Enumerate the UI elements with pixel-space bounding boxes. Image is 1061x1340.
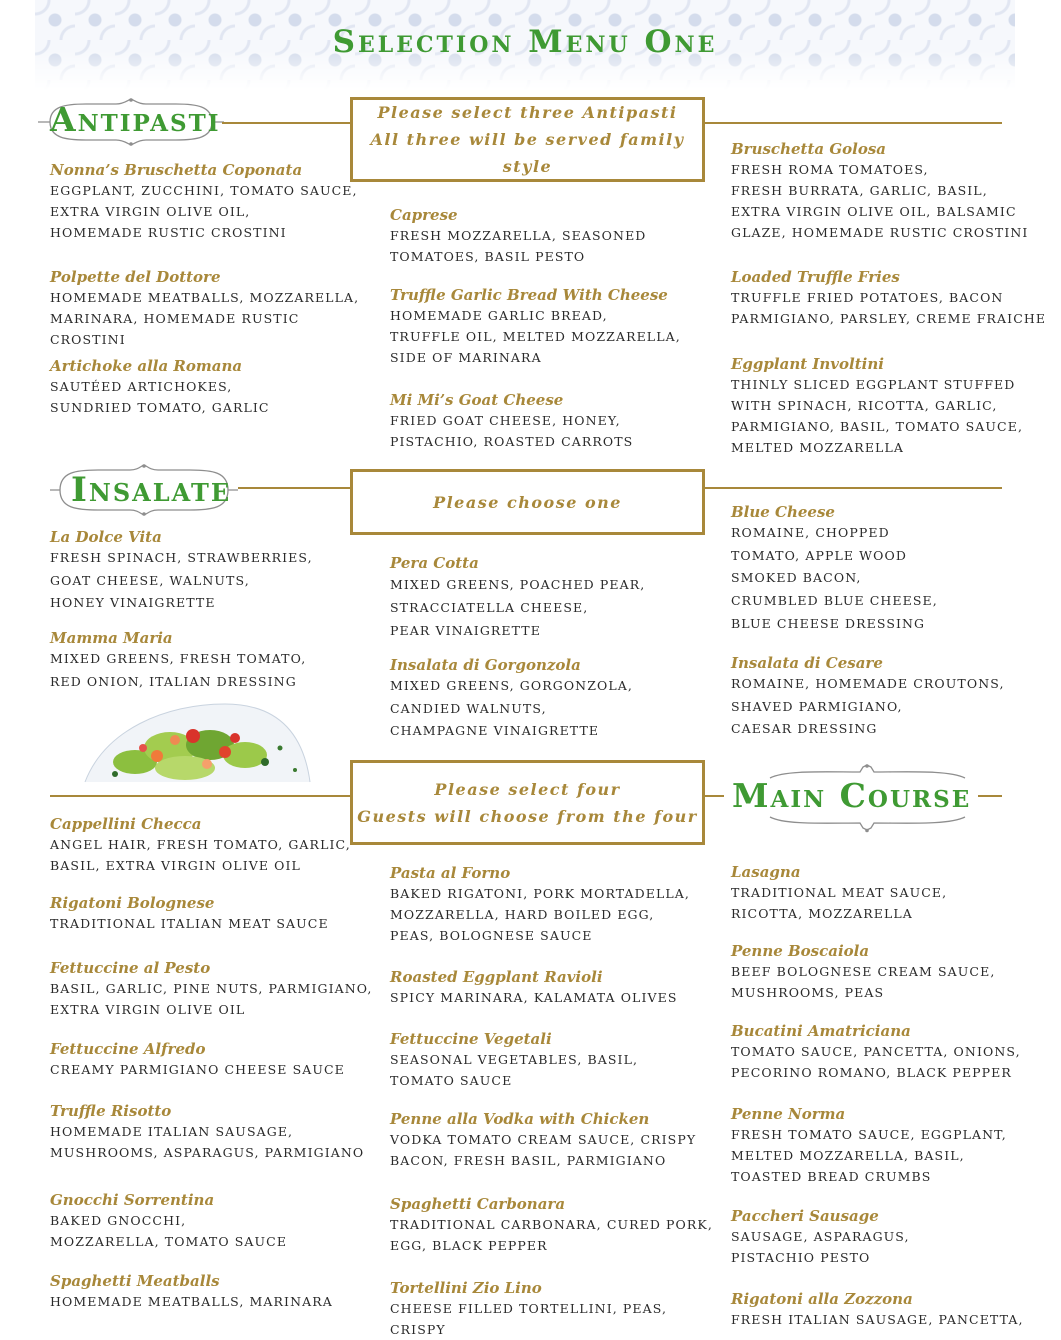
menu-item [390,1194,720,1256]
item-description: MIXED GREENS, POACHED PEAR, STRACCIATELLA CHEESE, PEAR VINAIGRETTE [390,577,646,638]
antipasti-notice-box [350,97,705,182]
item-name: Spaghetti Carbonara [390,1195,566,1213]
menu-item [731,139,1061,243]
menu-item [731,941,1061,1003]
item-description: ROMAINE, HOMEMADE CROUTONS, SHAVED PARMIGIANO, CAESAR DRESSING [731,676,1005,736]
menu-item [731,1289,1061,1330]
menu-item [50,958,380,1020]
item-description: SAUSAGE, ASPARAGUS, PISTACHIO PESTO [731,1229,910,1265]
item-description: HOMEMADE ITALIAN SAUSAGE, MUSHROOMS, ASPARAGUS, PARMIGIANO [50,1124,365,1160]
menu-item [731,1021,1061,1083]
item-description: BASIL, GARLIC, PINE NUTS, PARMIGIANO, EXTRA VIRGIN OLIVE OIL [50,981,373,1017]
antipasti-notice-line-1: Please select three Antipasti [377,103,678,122]
item-name: Mamma Maria [50,629,173,647]
insalate-rule-left [238,487,352,489]
menu-item [390,863,720,946]
item-description: ANGEL HAIR, FRESH TOMATO, GARLIC, BASIL, EXTRA VIRGIN OLIVE OIL [50,837,351,873]
item-description: TRADITIONAL MEAT SAUCE, RICOTTA, MOZZARELLA [731,885,948,921]
item-description: SEASONAL VEGETABLES, BASIL, TOMATO SAUCE [390,1052,639,1088]
item-name: Rigatoni Bolognese [50,894,215,912]
menu-item [731,502,1061,636]
section-title-insalate: Insalate [71,470,232,510]
item-description: HOMEMADE GARLIC BREAD, TRUFFLE OIL, MELTED MOZZARELLA, SIDE OF MARINARA [390,308,681,365]
item-name: Polpette del Dottore [50,268,221,286]
menu-item [50,814,380,876]
item-description: MIXED GREENS, FRESH TOMATO, RED ONION, ITALIAN DRESSING [50,651,307,689]
menu-item [390,1029,720,1091]
item-name: Paccheri Sausage [731,1207,879,1225]
menu-item [50,1039,380,1080]
item-name: Loaded Truffle Fries [731,268,900,286]
item-name: Penne Boscaiola [731,942,870,960]
section-title-main-course: Main Course [732,776,972,815]
item-name: Nonna’s Bruschetta Coponata [50,161,303,179]
item-name: Rigatoni alla Zozzona [731,1290,913,1308]
menu-item [50,160,380,243]
main-rule-right-b [978,795,1002,797]
menu-item [50,1271,380,1312]
menu-item [390,285,720,368]
item-description: FRESH ROMA TOMATOES, FRESH BURRATA, GARLIC, BASIL, EXTRA VIRGIN OLIVE OIL, BALSAMIC GLAZE, HOMEMADE RUSTIC CROSTINI [731,162,1029,240]
menu-item [731,653,1061,741]
item-name: Caprese [390,206,458,224]
item-name: Truffle Risotto [50,1102,172,1120]
item-description: CREAMY PARMIGIANO CHEESE SAUCE [50,1062,345,1077]
item-name: Fettuccine Alfredo [50,1040,206,1058]
item-description: CHEESE FILLED TORTELLINI, PEAS, CRISPY [390,1301,668,1337]
menu-item [50,893,380,934]
item-description: FRIED GOAT CHEESE, HONEY, PISTACHIO, ROASTED CARROTS [390,413,634,449]
item-description: BAKED RIGATONI, PORK MORTADELLA, MOZZARELLA, HARD BOILED EGG, PEAS, BOLOGNESE SAUCE [390,886,691,943]
item-name: Spaghetti Meatballs [50,1272,220,1290]
main-notice-box [350,760,705,845]
item-description: THINLY SLICED EGGPLANT STUFFED WITH SPINACH, RICOTTA, GARLIC, PARMIGIANO, BASIL, TOMATO SAUCE, MELTED MOZZARELLA [731,377,1024,455]
item-name: Penne Norma [731,1105,846,1123]
item-name: Bruschetta Golosa [731,140,886,158]
menu-item [50,1190,380,1252]
insalate-rule-right [704,487,1002,489]
item-description: SAUTÉED ARTICHOKES, SUNDRIED TOMATO, GARLIC [50,379,270,415]
menu-item [390,390,720,452]
item-name: Tortellini Zio Lino [390,1279,542,1297]
item-name: Fettuccine Vegetali [390,1030,552,1048]
item-description: VODKA TOMATO CREAM SAUCE, CRISPY BACON, FRESH BASIL, PARMIGIANO [390,1132,697,1168]
main-rule-left [50,795,352,797]
menu-item [731,1206,1061,1268]
menu-item [390,655,720,743]
item-name: Artichoke alla Romana [50,357,243,375]
insalate-notice-box [350,469,705,535]
menu-item [50,1101,380,1163]
item-description: SPICY MARINARA, KALAMATA OLIVES [390,990,678,1005]
item-name: Eggplant Involtini [731,355,884,373]
menu-item [50,356,380,418]
menu-item [390,1278,720,1340]
menu-item [390,967,720,1008]
item-description: HOMEMADE MEATBALLS, MARINARA [50,1294,333,1309]
item-name: Mi Mi’s Goat Cheese [390,391,564,409]
menu-item [50,628,380,693]
item-name: Insalata di Gorgonzola [390,656,581,674]
item-name: La Dolce Vita [50,528,162,546]
item-description: FRESH TOMATO SAUCE, EGGPLANT, MELTED MOZZARELLA, BASIL, TOASTED BREAD CRUMBS [731,1127,1007,1184]
insalate-notice-line-1: Please choose one [433,492,622,512]
menu-item [50,267,380,350]
item-description: TRUFFLE FRIED POTATOES, BACON PARMIGIANO, PARSLEY, CREME FRAICHE [731,290,1047,326]
item-description: BEEF BOLOGNESE CREAM SAUCE, MUSHROOMS, PEAS [731,964,996,1000]
menu-item [731,354,1061,458]
menu-item [390,1109,720,1171]
main-course-flourish-bottom [765,815,970,833]
item-description: TRADITIONAL CARBONARA, CURED PORK, EGG, BLACK PEPPER [390,1217,713,1253]
item-description: HOMEMADE MEATBALLS, MOZZARELLA, MARINARA, HOMEMADE RUSTIC CROSTINI [50,290,360,347]
menu-item [731,862,1061,924]
item-name: Gnocchi Sorrentina [50,1191,215,1209]
menu-item [390,553,720,642]
item-description: BAKED GNOCCHI, MOZZARELLA, TOMATO SAUCE [50,1213,288,1249]
item-description: ROMAINE, CHOPPED TOMATO, APPLE WOOD SMOKED BACON, CRUMBLED BLUE CHEESE, BLUE CHEESE DRESSING [731,525,938,631]
item-name: Insalata di Cesare [731,654,883,672]
menu-item [731,1104,1061,1187]
main-rule-right-a [704,795,724,797]
item-name: Truffle Garlic Bread With Cheese [390,286,668,304]
item-description: MIXED GREENS, GORGONZOLA, CANDIED WALNUTS, CHAMPAGNE VINAIGRETTE [390,678,633,738]
section-title-antipasti: Antipasti [50,100,221,139]
main-notice-line-1: Please select four [434,779,621,799]
item-description: EGGPLANT, ZUCCHINI, TOMATO SAUCE, EXTRA VIRGIN OLIVE OIL, HOMEMADE RUSTIC CROSTINI [50,183,358,240]
antipasti-rule-right [704,122,1002,124]
item-name: Fettuccine al Pesto [50,959,211,977]
menu-item [50,527,380,615]
item-name: Bucatini Amatriciana [731,1022,911,1040]
item-description: TRADITIONAL ITALIAN MEAT SAUCE [50,916,329,931]
antipasti-rule-left [222,122,352,124]
item-description: FRESH ITALIAN SAUSAGE, PANCETTA, [731,1312,1024,1327]
item-name: Pera Cotta [390,554,479,572]
menu-item [390,205,720,267]
item-name: Blue Cheese [731,503,835,521]
page-title: Selection Menu One [332,24,718,60]
item-name: Cappellini Checca [50,815,202,833]
salad-bowl-illustration [75,700,315,790]
item-name: Penne alla Vodka with Chicken [390,1110,650,1128]
item-name: Lasagna [731,863,801,881]
item-name: Pasta al Forno [390,864,511,882]
item-name: Roasted Eggplant Ravioli [390,968,603,986]
antipasti-notice-line-2: All three will be served family style [370,130,685,176]
item-description: TOMATO SAUCE, PANCETTA, ONIONS, PECORINO ROMANO, BLACK PEPPER [731,1044,1021,1080]
item-description: FRESH SPINACH, STRAWBERRIES, GOAT CHEESE, WALNUTS, HONEY VINAIGRETTE [50,550,313,610]
menu-item [731,267,1061,329]
item-description: FRESH MOZZARELLA, SEASONED TOMATOES, BASIL PESTO [390,228,647,264]
main-notice-line-2: Guests will choose from the four [357,806,698,826]
